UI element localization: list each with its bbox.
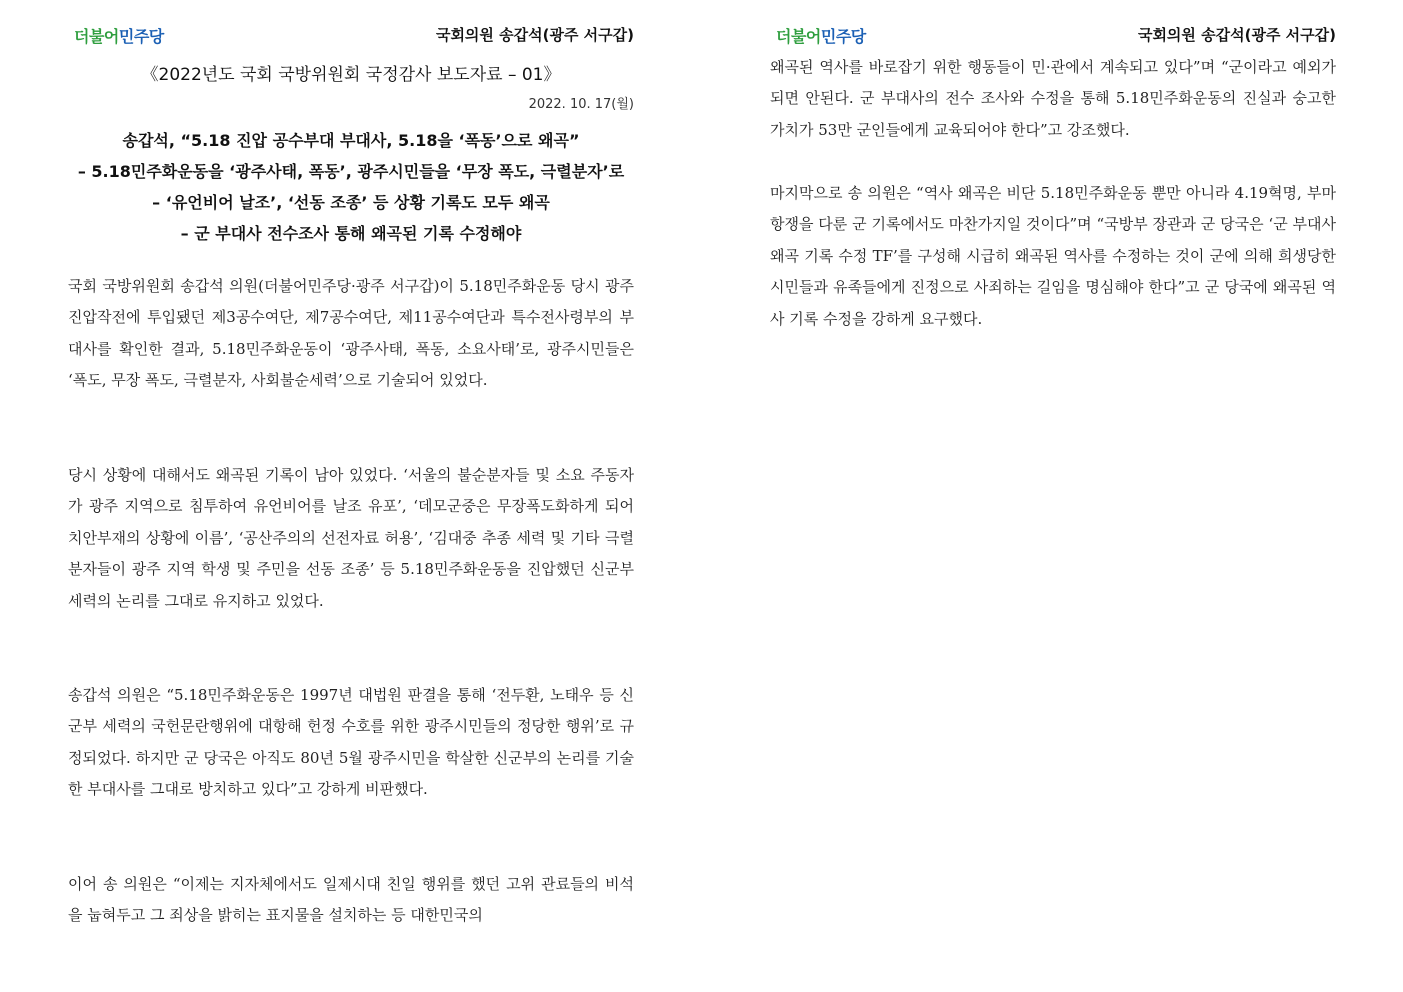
document-page-left	[68, 0, 634, 992]
body-paragraph: 국회 국방위원회 송갑석 의원(더불어민주당·광주 서구갑)이 5.18민주화운동 당시 광주 진압작전에 투입됐던 제3공수여단, 제7공수여단, 제11공수여단과 특수전사령부의 부대사를 확인한 결과, 5.18민주화운동이 ‘광주사태, 폭동, 소요사태’로, 광주시민들은 ‘폭도, 무장 폭도, 극렬분자, 사회불순세력’으로 기술되어 있었다.	[68, 277, 634, 390]
headline-sub: – 군 부대사 전수조사 통해 왜곡된 기록 수정해야	[180, 224, 522, 243]
member-name: 국회의원 송갑석(광주 서구갑)	[1137, 26, 1336, 44]
logo-text-part1: 더불어	[74, 27, 119, 46]
document-page-right	[770, 0, 1336, 992]
headline-sub: – 5.18민주화운동을 ‘광주사태, 폭동’, 광주시민들을 ‘무장 폭도, 극렬분자’로	[77, 162, 625, 181]
body-paragraph: 왜곡된 역사를 바로잡기 위한 행동들이 민·관에서 계속되고 있다”며 “군이라고 예외가 되면 안된다. 군 부대사의 전수 조사와 수정을 통해 5.18민주화운동의 진실과 숭고한 가치가 53만 군인들에게 교육되어야 한다”고 강조했다.	[770, 58, 1336, 139]
headline-main: 송갑석, “5.18 진압 공수부대 부대사, 5.18을 ‘폭동’으로 왜곡”	[122, 131, 580, 150]
headline-block	[56, 125, 646, 249]
logo-text-part2: 민주당	[118, 27, 164, 46]
headline-sub: – ‘유언비어 날조’, ‘선동 조종’ 등 상황 기록도 모두 왜곡	[152, 193, 550, 212]
body-paragraph: 이어 송 의원은 “이제는 지자체에서도 일제시대 친일 행위를 했던 고위 관료들의 비석을 눕혀두고 그 죄상을 밝히는 표지물을 설치하는 등 대한민국의	[68, 875, 634, 925]
party-logo	[74, 24, 164, 47]
body-paragraph: 마지막으로 송 의원은 “역사 왜곡은 비단 5.18민주화운동 뿐만 아니라 4.19혁명, 부마항쟁을 다룬 군 기록에서도 마찬가지일 것이다”며 “국방부 장관과 군 당국은 ‘군 부대사 왜곡 기록 수정 TF’를 구성해 시급히 왜곡된 역사를 수정하는 것이 군에 의해 희생당한 시민들과 유족들에게 진정으로 사죄하는 길임을 명심해야 한다”고 군 당국에 왜곡된 역사 기록 수정을 강하게 요구했다.	[770, 184, 1336, 328]
party-logo	[776, 24, 866, 47]
logo-text-part2: 민주당	[820, 27, 866, 46]
body-paragraph: 당시 상황에 대해서도 왜곡된 기록이 남아 있었다. ‘서울의 불순분자들 및 소요 주동자가 광주 지역으로 침투하여 유언비어를 날조 유포’, ‘데모군중은 무장폭도화하게 되어 치안부재의 상황에 이름’, ‘공산주의의 선전자료 허용’, ‘김대중 추종 세력 및 기타 극렬분자들이 광주 지역 학생 및 주민을 선동 조종’ 등 5.18민주화운동을 진압했던 신군부 세력의 논리를 그대로 유지하고 있었다.	[68, 466, 634, 610]
report-title: 《2022년도 국회 국방위원회 국정감사 보도자료 – 01》	[141, 65, 561, 85]
body-paragraph: 송갑석 의원은 “5.18민주화운동은 1997년 대법원 판결을 통해 ‘전두환, 노태우 등 신군부 세력의 국헌문란행위에 대항해 헌정 수호를 위한 광주시민들의 정당한 행위’로 규정되었다. 하지만 군 당국은 아직도 80년 5월 광주시민을 학살한 신군부의 논리를 기술한 부대사를 그대로 방치하고 있다”고 강하게 비판했다.	[68, 686, 634, 799]
report-date: 2022. 10. 17(월)	[528, 97, 634, 112]
logo-text-part1: 더불어	[776, 27, 821, 46]
member-name: 국회의원 송갑석(광주 서구갑)	[435, 26, 634, 44]
